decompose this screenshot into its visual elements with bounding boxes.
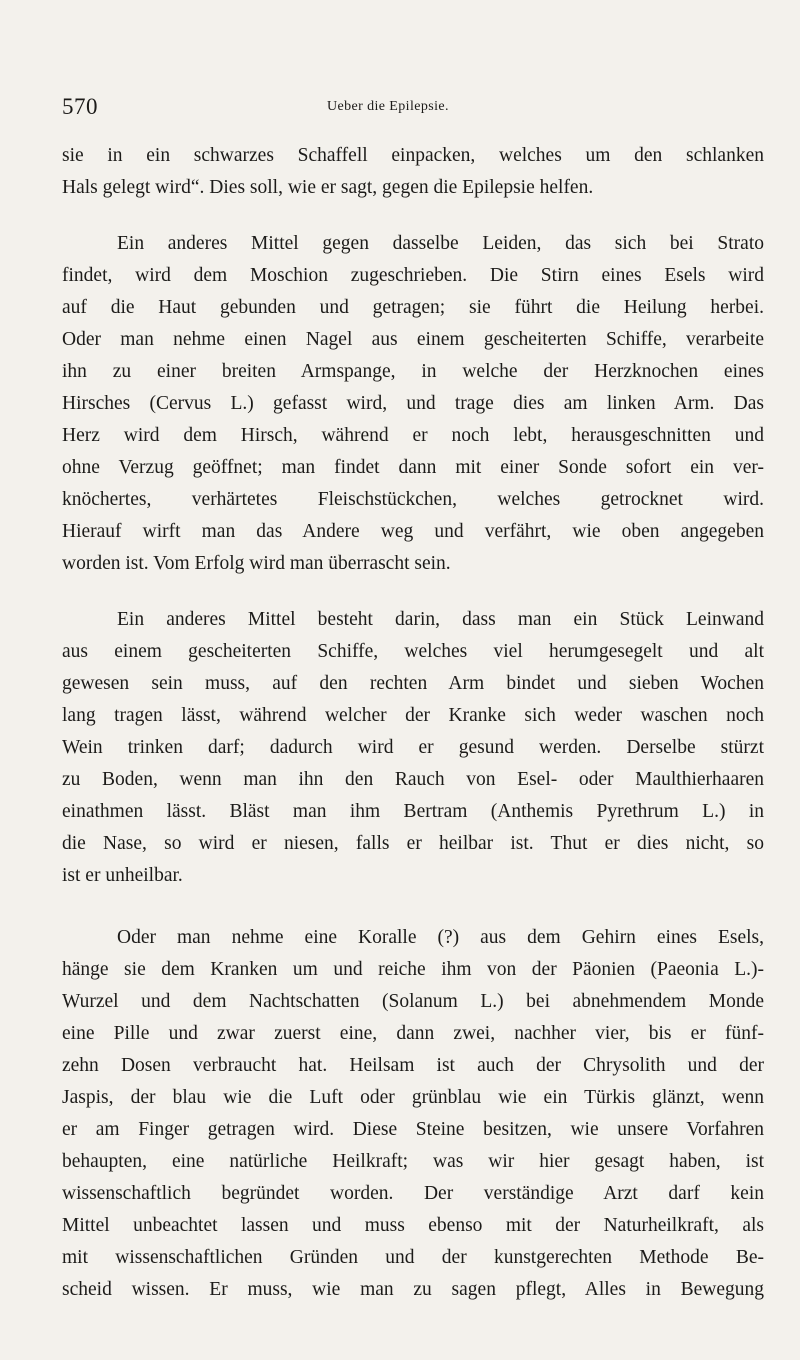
text-line: auf die Haut gebunden und getragen; sie führt die Heilung herbei. xyxy=(62,297,764,318)
text-line: Hierauf wirft man das Andere weg und verfährt, wie oben angegeben xyxy=(62,521,764,542)
text-line: Mittel unbeachtet lassen und muss ebenso mit der Naturheilkraft, als xyxy=(62,1215,764,1236)
text-line: zehn Dosen verbraucht hat. Heilsam ist auch der Chrysolith und der xyxy=(62,1055,764,1076)
page-header xyxy=(62,94,742,128)
text-line: sie in ein schwarzes Schaffell einpacken, welches um den schlanken xyxy=(62,145,764,166)
text-line: Ein anderes Mittel besteht darin, dass man ein Stück Leinwand xyxy=(117,609,764,630)
paragraph-2 xyxy=(62,228,764,580)
text-line: eine Pille und zwar zuerst eine, dann zwei, nachher vier, bis er fünf- xyxy=(62,1023,764,1044)
text-line: er am Finger getragen wird. Diese Steine besitzen, wie unsere Vorfahren xyxy=(62,1119,764,1140)
paragraph-3 xyxy=(62,604,764,892)
text-line: Oder man nehme eine Koralle (?) aus dem Gehirn eines Esels, xyxy=(117,927,764,948)
text-line: zu Boden, wenn man ihn den Rauch von Esel- oder Maulthierhaaren xyxy=(62,769,764,790)
text-line: knöchertes, verhärtetes Fleischstückchen, welches getrocknet wird. xyxy=(62,489,764,510)
text-line: Oder man nehme einen Nagel aus einem gescheiterten Schiffe, verarbeite xyxy=(62,329,764,350)
text-line: einathmen lässt. Bläst man ihm Bertram (Anthemis Pyrethrum L.) in xyxy=(62,801,764,822)
text-line: Hals gelegt wird“. Dies soll, wie er sagt, gegen die Epilepsie helfen. xyxy=(62,177,594,198)
text-line: worden ist. Vom Erfolg wird man überrascht sein. xyxy=(62,553,451,574)
text-line: findet, wird dem Moschion zugeschrieben. Die Stirn eines Esels wird xyxy=(62,265,764,286)
text-line: mit wissenschaftlichen Gründen und der kunstgerechten Methode Be- xyxy=(62,1247,764,1268)
text-line: Wurzel und dem Nachtschatten (Solanum L.) bei abnehmendem Monde xyxy=(62,991,764,1012)
text-line: ist er unheilbar. xyxy=(62,865,183,886)
body-text xyxy=(62,140,764,1306)
text-line: Herz wird dem Hirsch, während er noch lebt, herausgeschnitten und xyxy=(62,425,764,446)
text-line: ihn zu einer breiten Armspange, in welche der Herzknochen eines xyxy=(62,361,764,382)
text-line: Wein trinken darf; dadurch wird er gesund werden. Derselbe stürzt xyxy=(62,737,764,758)
text-line: Jaspis, der blau wie die Luft oder grünblau wie ein Türkis glänzt, wenn xyxy=(62,1087,764,1108)
paragraph-1 xyxy=(62,140,764,204)
text-line: scheid wissen. Er muss, wie man zu sagen pflegt, Alles in Bewegung xyxy=(62,1279,764,1300)
text-line: hänge sie dem Kranken um und reiche ihm von der Päonien (Paeonia L.)- xyxy=(62,959,764,980)
text-line: ohne Verzug geöffnet; man findet dann mit einer Sonde sofort ein ver- xyxy=(62,457,764,478)
page-number: 570 xyxy=(62,94,98,119)
running-title: Ueber die Epilepsie. xyxy=(327,99,449,114)
text-line: Hirsches (Cervus L.) gefasst wird, und trage dies am linken Arm. Das xyxy=(62,393,764,414)
paragraph-4 xyxy=(62,922,764,1306)
text-line: gewesen sein muss, auf den rechten Arm bindet und sieben Wochen xyxy=(62,673,764,694)
text-line: behaupten, eine natürliche Heilkraft; was wir hier gesagt haben, ist xyxy=(62,1151,764,1172)
text-line: aus einem gescheiterten Schiffe, welches viel herumgesegelt und alt xyxy=(62,641,764,662)
text-line: die Nase, so wird er niesen, falls er heilbar ist. Thut er dies nicht, so xyxy=(62,833,764,854)
text-line: Ein anderes Mittel gegen dasselbe Leiden, das sich bei Strato xyxy=(117,233,764,254)
text-line: wissenschaftlich begründet worden. Der verständige Arzt darf kein xyxy=(62,1183,764,1204)
text-line: lang tragen lässt, während welcher der Kranke sich weder waschen noch xyxy=(62,705,764,726)
